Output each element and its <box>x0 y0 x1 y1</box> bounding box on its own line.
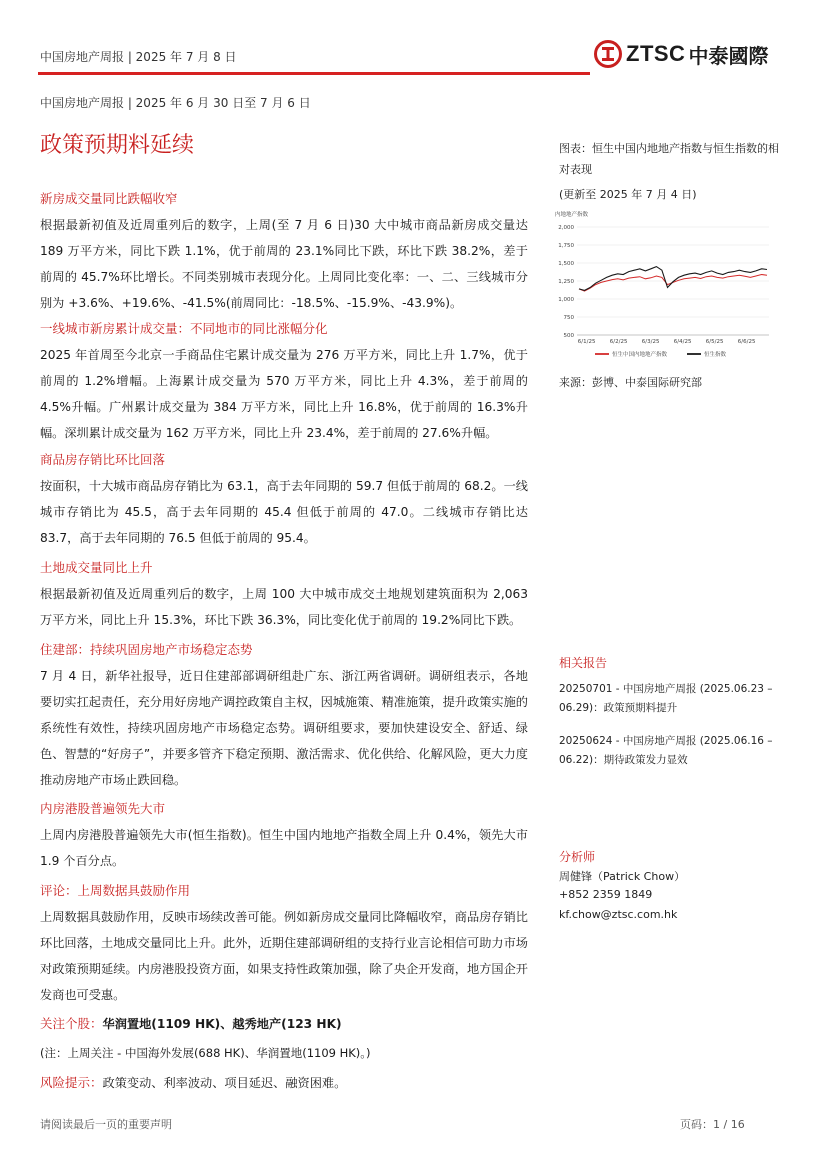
risk-label: 风险提示： <box>40 1075 103 1090</box>
focus-note: (注：上周关注 - 中国海外发展(688 HK)、华润置地(1109 HK)。) <box>40 1046 371 1060</box>
section-hk-stocks <box>40 796 528 874</box>
legend-label: 恒生指数 <box>704 352 727 358</box>
y-tick-label: 1,250 <box>558 279 574 285</box>
x-tick-label: 6/1/25 <box>577 339 596 345</box>
section-body: 根据最新初值及近周重列后的数字，上周(至 7 月 6 日)30 大中城市商品新房成交量达 189 万平方米，同比下跌 1.1%，优于前周的 23.1%同比下跌，环比下跌 38.2%，差于前周的 45.7%环比增长。不同类别城市表现分化。上周同比变化率：一、二、三线城市分别为 +3.6%、+19.6%、-41.5%(前周同比：-18.5%、-15.9%、-43.9%)。 <box>40 218 528 310</box>
chart-caption: 图表：恒生中国内地地产指数与恒生指数的相对表现 <box>559 142 779 176</box>
y-tick-label: 2,000 <box>558 225 574 231</box>
series-line-2 <box>579 267 767 291</box>
focus-stocks <box>40 1011 528 1037</box>
x-tick-label: 6/2/25 <box>609 339 628 345</box>
section-body: 按面积，十大城市商品房存销比为 63.1，高于去年同期的 59.7 但低于前周的 68.2。一线城市存销比为 45.5，高于去年同期的 45.4 但低于前周的 47.0。二线城市存销比达 83.7，高于去年同期的 76.5 但低于前周的 95.4。 <box>40 479 528 545</box>
related-heading: 相关报告 <box>559 656 608 670</box>
chart-svg <box>553 207 785 367</box>
report-header: 中国房地产周报 | 2025 年 7 月 8 日 <box>40 50 237 64</box>
section-heading: 内房港股普遍领先大市 <box>40 801 166 816</box>
y-tick-label: 1,000 <box>558 297 574 303</box>
section-land-volume <box>40 555 528 633</box>
y-tick-label: 500 <box>563 333 574 339</box>
section-heading: 评论：上周数据具鼓励作用 <box>40 883 191 898</box>
section-heading: 土地成交量同比上升 <box>40 560 153 575</box>
section-tier1-cumulative <box>40 316 528 446</box>
related-report[interactable]: 20250701 - 中国房地产周报 (2025.06.23 – 06.29)：政策预期料提升 <box>559 683 773 714</box>
x-tick-label: 6/4/25 <box>673 339 692 345</box>
page-number: 页码：1 / 16 <box>680 1118 745 1131</box>
focus-stocks-list: 华润置地(1109 HK)、越秀地产(123 HK) <box>102 1017 342 1031</box>
ztsc-logo-icon <box>594 40 622 68</box>
report-period: 中国房地产周报 | 2025 年 6 月 30 日至 7 月 6 日 <box>40 96 311 110</box>
x-tick-label: 6/3/25 <box>641 339 660 345</box>
section-body: 7 月 4 日，新华社报导，近日住建部部调研组赴广东、浙江两省调研。调研组表示，各地要切实扛起责任，充分用好房地产调控政策自主权，因城施策、精准施策，提升政策实施的系统性有效性，持续巩固房地产市场稳定态势。调研组要求，要加快建设安全、舒适、绿色、智慧的“好房子”，并要多管齐下稳定预期、激活需求、优化供给、化解风险，更大力度推动房地产市场止跌回稳。 <box>40 669 528 787</box>
section-body: 上周数据具鼓励作用，反映市场续改善可能。例如新房成交量同比降幅收窄，商品房存销比环比回落，土地成交量同比上升。此外，近期住建部调研组的支持行业言论相信可助力市场对政策预期延续。内房港股投资方面，如果支持性政策加强，除了央企开发商，地方国企开发商也可受惠。 <box>40 910 528 1002</box>
section-heading: 商品房存销比环比回落 <box>40 452 166 467</box>
chart-updated: (更新至 2025 年 7 月 4 日) <box>559 188 697 201</box>
disclaimer-note: 请阅读最后一页的重要声明 <box>40 1118 172 1131</box>
chart-title: 内地地产指数 <box>555 212 589 218</box>
related-report[interactable]: 20250624 - 中国房地产周报 (2025.06.16 – 06.22)：期待政策发力显效 <box>559 735 773 766</box>
y-tick-label: 750 <box>563 315 574 321</box>
analyst-phone: +852 2359 1849 <box>559 888 653 901</box>
x-tick-label: 6/5/25 <box>705 339 724 345</box>
header-divider <box>38 72 590 75</box>
section-new-home-volume <box>40 186 528 316</box>
y-tick-label: 1,750 <box>558 243 574 249</box>
risk-warning <box>40 1070 528 1096</box>
logo-latin: ZTSC <box>626 41 686 66</box>
relative-performance-chart <box>553 207 785 367</box>
section-heading: 住建部：持续巩固房地产市场稳定态势 <box>40 642 253 657</box>
page-title: 政策预期料延续 <box>40 133 195 158</box>
section-body: 根据最新初值及近周重列后的数字，上周 100 大中城市成交土地规划建筑面积为 2,063 万平方米，同比上升 15.3%，环比下跌 36.3%，同比变化优于前周的 19.2%同比下跌。 <box>40 587 528 627</box>
section-body: 上周内房港股普遍领先大市(恒生指数)。恒生中国内地地产指数全周上升 0.4%，领先大市 1.9 个百分点。 <box>40 828 528 868</box>
section-mohurd <box>40 637 528 793</box>
section-commentary <box>40 878 528 1008</box>
section-heading: 新房成交量同比跌幅收窄 <box>40 191 178 206</box>
legend-label: 恒生中国内地地产指数 <box>612 352 668 358</box>
y-tick-label: 1,500 <box>558 261 574 267</box>
section-inventory-ratio <box>40 447 528 551</box>
x-tick-label: 6/6/25 <box>737 339 756 345</box>
analyst-heading: 分析师 <box>559 850 596 864</box>
company-logo <box>594 38 768 70</box>
section-heading: 一线城市新房累计成交量：不同地市的同比涨幅分化 <box>40 321 328 336</box>
risk-text: 政策变动、利率波动、项目延迟、融资困难。 <box>102 1076 347 1090</box>
logo-chinese: 中泰國際 <box>688 43 769 68</box>
focus-label: 关注个股： <box>40 1016 103 1031</box>
section-body: 2025 年首周至今北京一手商品住宅累计成交量为 276 万平方米，同比上升 1.7%，优于前周的 1.2%增幅。上海累计成交量为 570 万平方米，同比上升 4.3%，差于前周的 4.5%升幅。广州累计成交量为 384 万平方米，同比上升 16.8%，优于前周的 16.3%升幅。深圳累计成交量为 162 万平方米，同比上升 23.4%，差于前周的 27.6%升幅。 <box>40 348 528 440</box>
analyst-name: 周健锋（Patrick Chow） <box>559 870 686 883</box>
analyst-email[interactable]: kf.chow@ztsc.com.hk <box>559 908 678 921</box>
chart-source: 来源：彭博、中泰国际研究部 <box>559 376 702 389</box>
